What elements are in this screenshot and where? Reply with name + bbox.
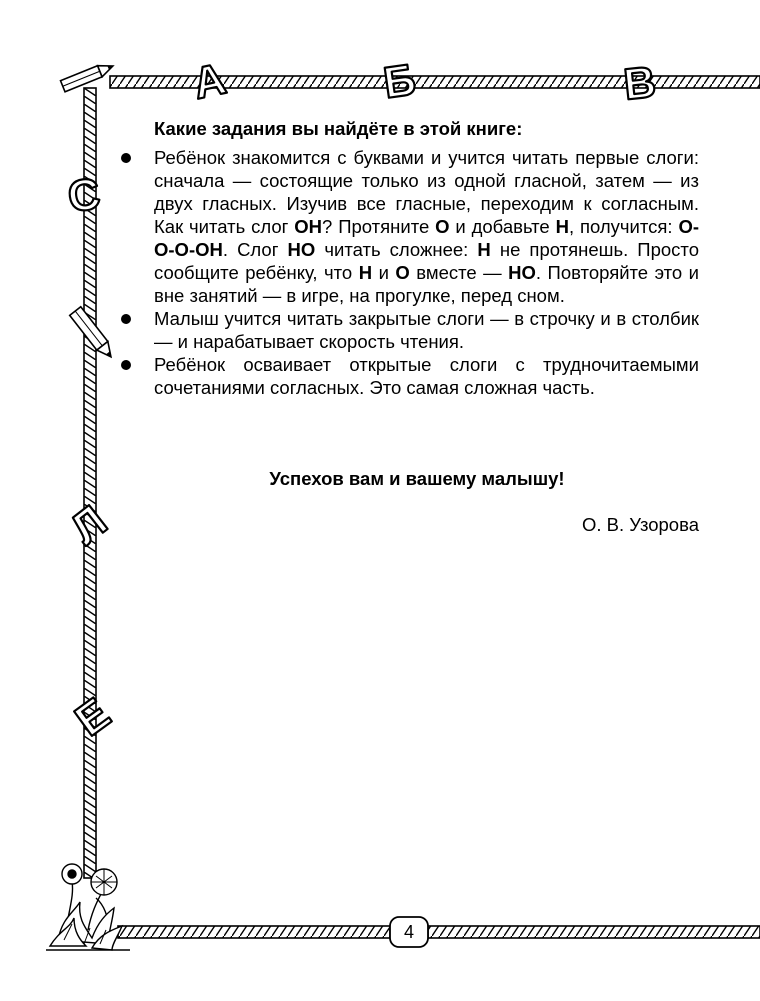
task-list [117,146,699,399]
bullet-icon [121,360,131,370]
border-letter-e: Е [66,688,120,746]
list-item [117,307,699,353]
border-letter-l: Л [61,496,117,554]
list-item-text: Ребёнок знакомится с буквами и учится читать первые слоги: сначала — состоящие только из одной гласной, затем — из двух гласных. Изучив все гласные, переходим к согласным. Как читать слог ОН? Протяните О и добавьте Н, получится: О-О-О-ОН. Слог НО читать сложнее: Н не протянешь. Просто сообщите ребёнку, что Н и О вместе — НО. Повторяйте это и вне занятий — в игре, на прогулке, перед сном. [154,147,699,306]
author-signature: О. В. Узорова [581,514,699,535]
list-item-text: Ребёнок осваивает открытые слоги с трудночитаемыми сочетаниями согласных. Это самая сложная часть. [154,354,699,398]
closing-wish-text: Успехов вам и вашему малышу! [269,468,565,489]
border-letter-s: С [64,169,104,222]
border-letter-v: В [621,57,659,110]
bottom-rope [118,926,760,938]
bullet-icon [121,314,131,324]
bullet-icon [121,153,131,163]
border-letter-a: А [188,54,231,109]
page-number: 4 [403,922,414,942]
pencil-icon [61,60,116,91]
border-letter-b: Б [380,55,419,108]
list-item [117,353,699,399]
section-heading: Какие задания вы найдёте в этой книге: [154,118,523,139]
closing-wish [0,467,760,490]
list-item-text: Малыш учится читать закрытые слоги — в строчку и в столбик — и нарабатывает скорость чтения. [154,308,699,352]
list-item [117,146,699,307]
